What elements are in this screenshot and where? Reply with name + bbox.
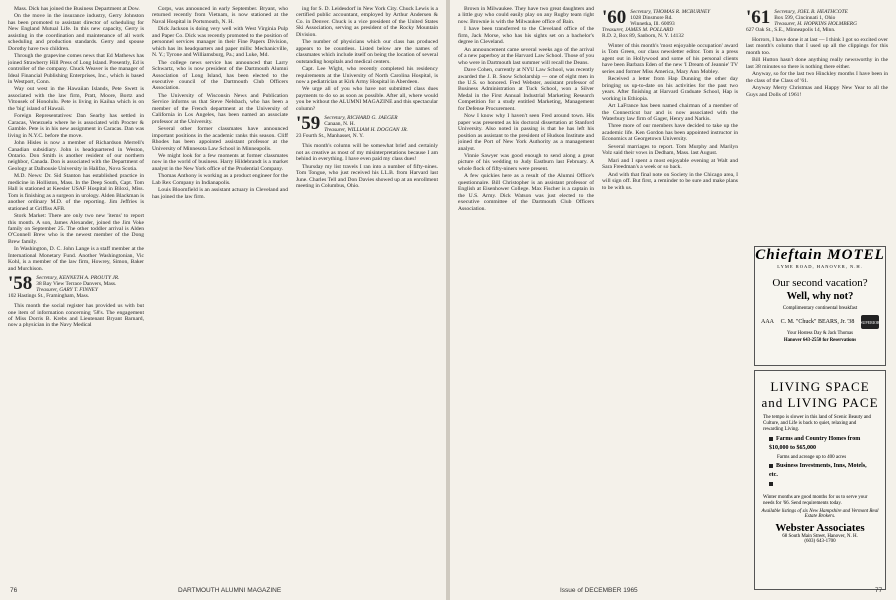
class-year: '60	[602, 7, 627, 28]
text-paragraph: Way out west in the Hawaiian Islands, Pete Swett is associated with the law firm, Pratt, Moore, Bortz and Vitousek of Honolulu. Pete is living in Kailua which is on the 'big' island of Hawaii.	[8, 86, 144, 112]
class-address: Box 599, Cincinnati 1, Ohio	[774, 15, 836, 21]
text-paragraph: Mass. Dick has joined the Business Department at Dow.	[14, 6, 140, 12]
ad-headline: LIVING SPACE	[770, 379, 870, 394]
right-page-column-2	[602, 6, 738, 588]
text-paragraph: Louis Bloomfield is an assistant actuary in Cleveland and has joined the law firm.	[152, 187, 288, 200]
class-year: '61	[746, 7, 771, 28]
text-paragraph: Through the grapevine comes news that Ed Mathews has joined Strawberry Hill Press of Long Island. Presently, Ed is controller of the company. Chuck Weaver is the manager of Ideal Financial Publishing Enterprises, Inc., which is based in Westport, Conn.	[8, 53, 144, 85]
class-treasurer: Treasurer, WILLIAM H. DOGGAN JR.	[324, 127, 408, 134]
page-number: 76	[10, 587, 18, 594]
issue-date: Issue of DECEMBER 1965	[560, 587, 638, 594]
class-year: '58	[8, 273, 33, 295]
class-address: Canaan, N. H.	[324, 121, 355, 128]
class-secretary: Secretary, THOMAS R. MCBURNEY	[630, 9, 711, 15]
ad-note: Available listings of six New Hampshire and Vermont Real Estate Brokers.	[761, 509, 879, 519]
text-paragraph: Received a letter from Hap Dunning the other day bringing us up-to-date on his activities for the past two years. After finishing at Harvard Graduate School, Hap is working in Ethiopia.	[602, 76, 738, 102]
class-address: 23 Fourth St., Manhasset, N. Y.	[296, 133, 364, 140]
page-number: 77	[875, 587, 883, 594]
text-paragraph: I have been transferred to the Cleveland office of the firm, Jack Morse, who has his sights set on a bachelor's degree in Cleveland.	[458, 26, 594, 46]
webster-associates-ad	[754, 370, 886, 590]
class-treasurer: Treasurer, JAMES M. POLLARD	[602, 27, 674, 33]
ad-phone: (603) 643-1700	[804, 539, 836, 544]
text-paragraph: A few quickies here as a result of the Alumni Office's questionnaire. Bill Christopher is an assistant professor of English at Eisenhower College. Max Fischer is a captain in the U.S. Army. Dick Watson was just elected to the executive committee of the Dartmouth Club Officers Association.	[458, 173, 594, 212]
text-paragraph: An announcement came several weeks ago of the arrival of a new paperboy at the Harvard Law School. Those of you who were in Dartmouth last summer will recall the Deans.	[458, 46, 594, 66]
text-paragraph: Thursday my list travels I ran into a number of fifty-nines. Tom Tongue, who just received his LL.B. from Harvard last June. Charles Tell and Don Davies showed up at an enrollment meeting in Columbus, Ohio.	[296, 163, 438, 189]
text-paragraph: Dave Cohen, currently at NYU Law School, was recently awarded the J. B. Snow Scholarship — one of eight men in the U.S. so honored. Fred Webster, assistant professor of Business Administration at Tuck School, won a Silver Medal in the First Annual Industrial Marketing Research Competition for a study entitled Marketing, Management for Defense Procurement.	[458, 67, 594, 112]
class-address: 38 Bay View Terrace Danvers, Mass.	[36, 281, 117, 288]
motel-host: Your Hostess Day & Jack Thomas	[787, 331, 853, 336]
motel-name: Chieftain MOTEL	[755, 247, 885, 263]
motel-phone: C. M. "Chuck" BEARS, Jr. '38	[780, 319, 855, 325]
text-paragraph: Winter of this month's 'most enjoyable occupation' award is Tom Green, our class newsletter editor. Tom is a press agent out in Hollywood and some of his personal clients have been Barbara Eden of the new 'I Dream of Jeannie' TV series and former Miss America, Mary Ann Mobley.	[602, 43, 738, 75]
class-address: 627 Oak St., S.E., Minneapolis 14, Minn.	[746, 27, 836, 33]
text-paragraph: The college news service has announced that Larry Schwartz, who is now president of the Dartmouth Alumni Association of Long Island, has been elected to the executive council of the Dartmouth Club Officers Association.	[152, 59, 288, 92]
class-treasurer: Treasurer, H. HOPKINS HOLMBERG	[774, 21, 857, 27]
right-page-column-3	[746, 6, 888, 246]
class-secretary: Secretary, RICHARD G. JAEGER	[324, 115, 398, 122]
text-paragraph: Dick Jackson is doing very well with West Virginia Pulp and Paper Co. Dick was recently promoted to the position of personnel services manager in their Fine Papers Division, which has its headquarters and paper mills: Mechanicville, N. Y.; Tyrone and Williamsburg, Pa.; and Luke, Md.	[152, 26, 288, 59]
right-page-column-1	[458, 6, 594, 588]
motel-headline: Our second vacation?	[772, 277, 868, 289]
left-page-column-3	[296, 6, 438, 588]
list-item: Business Investments, Inns, Motels, etc.	[769, 463, 867, 478]
class-year: '59	[296, 113, 321, 135]
text-paragraph: Capt. Lee Wight, who recently completed his residency requirements at the University of North Carolina Hospital, is now a pediatrician at Kirk Army Hospital in Aberdeen.	[296, 66, 438, 85]
chieftain-motel-ad	[754, 246, 886, 366]
class-heading-60	[602, 9, 738, 39]
motel-tagline: Well, why not?	[786, 291, 854, 302]
ad-body: The tempo is slower in this land of Scenic Beauty and Culture, and Life is back to quiet, relaxing and rewarding Living.	[763, 415, 872, 432]
text-paragraph: ing for S. D. Leidesdorf in New York City. Chuck Lewis is a certified public accountant, employed by Arthur Andersen & Co. in Denver. Chuck is a vice president of the United States Ski Association, serving as president of the Rocky Mountain Division.	[296, 6, 438, 38]
text-paragraph: On the move in the insurance industry, Gerry Johnston has been promoted to assistant director of scheduling for New England Mutual Life. In this new capacity, Gerry is assisting in the coordination and maintenance of all work scheduling and production standards. Gerry and spouse Dorothy have two children.	[8, 13, 144, 52]
text-paragraph: Foreign Representatives: Dan Searby has settled in Caracas, Venezuela where he is associated with Procter & Gamble. Pete is in his new assignment in Caracas. Dan was living in N.Y.C. before the move.	[8, 113, 144, 139]
motel-reservations: Hanover 643-2550 for Reservations	[783, 338, 857, 343]
left-page-column-2	[152, 6, 288, 588]
text-paragraph: Three more of our members have decided to take up the academic life. Ken Gordon has been appointed instructor in Economics at Georgetown University.	[602, 123, 738, 143]
text-paragraph: Horrors, I have done it at last — I think I got so excited over last month's column that I used up all the clippings for this month too.	[746, 37, 888, 56]
text-paragraph: Anyway Merry Christmas and Happy New Year to all the Guys and Dolls of 1961!	[746, 85, 888, 98]
superior-badge-icon: SUPERIOR	[861, 315, 879, 329]
text-paragraph: Now I know why I haven't seen Fred around town. His paper was presented as his doctoral dissertation at Stanford University. Also noted in passing is that he has left his position as assistant to the president of Hudson Institute and joined the Port of New York Authority as a management analyst.	[458, 113, 594, 152]
text-paragraph: Bill Hutton hasn't done anything really newsworthy in the last 38 minutes so there is nothing there either.	[746, 57, 888, 70]
text-paragraph: John Hisles is now a member of Richardson Merrell's Canadian subsidiary. John is headquartered in Weston, Ontario. Don Smith is another resident of our northern neighbor, Canada. Don is associated with the Department of Geology at Dalhousie University in Halifax, Nova Scotia.	[8, 140, 144, 172]
bullet-icon	[769, 437, 773, 441]
motel-breakfast: Complimentary continental breakfast	[782, 306, 858, 311]
text-paragraph: M.D. News: Dr. Sid Stanton has established practice in medicine in Holliston, Mass. In the Deep South, Capt. Tom Hall is stationed at Keesler USAF Hospital in Biloxi, Miss. Tom is finishing as a surgeon in urology. Alden Blackman is another ordinary M.D. of the reporting. Jim Jeffries is stationed at Griffiss AFB.	[8, 173, 144, 212]
class-secretary: Secretary, KENNETH A. PROUTY JR.	[36, 275, 120, 282]
text-paragraph: We might look for a few moments at former classmates now in the world of business. Harry Hildebrandt is a market analyst in the New York office of the Prudential Company.	[152, 152, 288, 172]
ad-headline: and LIVING PACE	[761, 395, 879, 410]
text-paragraph: Several marriages to report. Tom Murphy and Marilyn Volz said their vows in Dedham, Mass. last August.	[602, 143, 738, 157]
motel-aaa: AAA	[761, 319, 774, 325]
text-paragraph: This month's column will be somewhat brief and certainly not as creative as most of my misinterpretations because I am behind in everything. I have even paid my class dues!	[296, 143, 438, 163]
right-page	[450, 0, 896, 600]
text-paragraph: Mari and I spent a most enjoyable evening at Walt and Sara Freedman's a week or so back.	[602, 157, 738, 171]
text-paragraph: And with that final note on Society in the Chicago area, I will sign off. But first, a reminder to be sure and make plans to be with us.	[602, 171, 738, 191]
bullet-icon	[769, 482, 773, 486]
text-paragraph: Anyway, so for the last two Hinckley months I have been in the class of the Class of '61.	[746, 71, 888, 84]
bullet-icon	[769, 464, 773, 468]
class-heading-61	[746, 9, 888, 33]
text-paragraph: Art LaFrance has been named chairman of a member of the Connecticut bar and is now associated with the Waterbury law firm of Gager, Henry and Narkis.	[602, 103, 738, 122]
class-address: 1028 Dinsmore Rd.	[630, 15, 673, 21]
list-item: Farms and Country Homes from $10,000 to $65,000	[769, 436, 861, 451]
text-paragraph: Corps, was announced in early September. Bryant, who returned recently from Vietnam, is now stationed at the Naval Hospital in Portsmouth, N. H.	[152, 6, 288, 25]
list-item	[769, 480, 871, 489]
class-heading-59	[296, 115, 438, 139]
motel-location: LYME ROAD, HANOVER, N.H.	[777, 264, 863, 269]
class-address: Winnetka, Ill. 60093	[630, 21, 675, 27]
class-address: R.D. 2, Box 89, Sanborn, N. Y. 14132	[602, 33, 684, 39]
text-paragraph: Stork Market: There are only two new 'items' to report this month. A son, James Alexander, joined the Jim Voke family on September 25. The other toddler arrival is Alden O'Connell Brew who is the newest member of the Dong Brew family.	[8, 213, 144, 245]
list-item: Farms and acreage up to 400 acres	[777, 455, 847, 460]
left-page-column-1	[8, 6, 144, 588]
magazine-name: DARTMOUTH ALUMNI MAGAZINE	[178, 587, 282, 594]
ad-list	[755, 433, 885, 491]
ad-address: 68 South Main Street, Hanover, N. H.	[782, 534, 858, 539]
ad-company: Webster Associates	[775, 522, 865, 534]
class-secretary: Secretary, JOEL B. HEATHCOTE	[774, 9, 848, 15]
text-paragraph: The University of Wisconsin News and Publication Service informs us that Steve Nelsbach, who has been a member of the French department at the University of California in Los Angeles, has been named an associate professor at the University.	[152, 92, 288, 125]
class-heading-58	[8, 275, 144, 299]
text-paragraph: Thomas Anthony is working as a product engineer for the Lab Rex Company in Indianapolis.	[152, 173, 288, 186]
motel-contact-row	[755, 315, 885, 329]
class-address: 102 Hastings St., Framingham, Mass.	[8, 293, 90, 300]
text-paragraph: This month the social register has provided us with but one item of information concerning '58's. The engagement of Miss Dorris B. Krebs and Lieutenant Bryant Barnard, now a physician in the Navy Medical	[8, 303, 144, 329]
left-page	[0, 0, 446, 600]
ad-body: Winter months are good months for us to serve your needs for '66. Send requirements today.	[763, 495, 868, 506]
text-paragraph: The number of physicians which our class has produced appears to be countless. Listed below are the names of classmates which include itself on being the location of several outstanding hospitals and medical centers.	[296, 39, 438, 65]
text-paragraph: We urge all of you who have not submitted class dues payments to do so as soon as possible. After all, where would you be without the ALUMNI MAGAZINE and this spectacular column?	[296, 86, 438, 112]
text-paragraph: Brown in Milwaukee. They have two great daughters and a little guy who could easily play on any Rugby team right now. Brownie is with the Milwaukee office of Bain.	[458, 6, 594, 25]
class-treasurer: Treasurer, GARY T. FINNEY	[36, 287, 98, 294]
text-paragraph: In Washington, D. C. John Lange is a staff member at the International Monetary Fund. Another Washingtonian, Vic Kohl, is a member of the law firm, Howrey, Simon, Baker and Murchison.	[8, 246, 144, 272]
text-paragraph: Several other former classmates have announced important positions in the academic ranks this season. Cliff Rhodes has been appointed assistant professor at the University of Minnesota Law School in Minneapolis.	[152, 126, 288, 152]
text-paragraph: Vinnie Sawyer was good enough to send along a great picture of his wedding to Judy Eastburn last February. A whole flock of fifty-niners were present.	[458, 152, 594, 172]
